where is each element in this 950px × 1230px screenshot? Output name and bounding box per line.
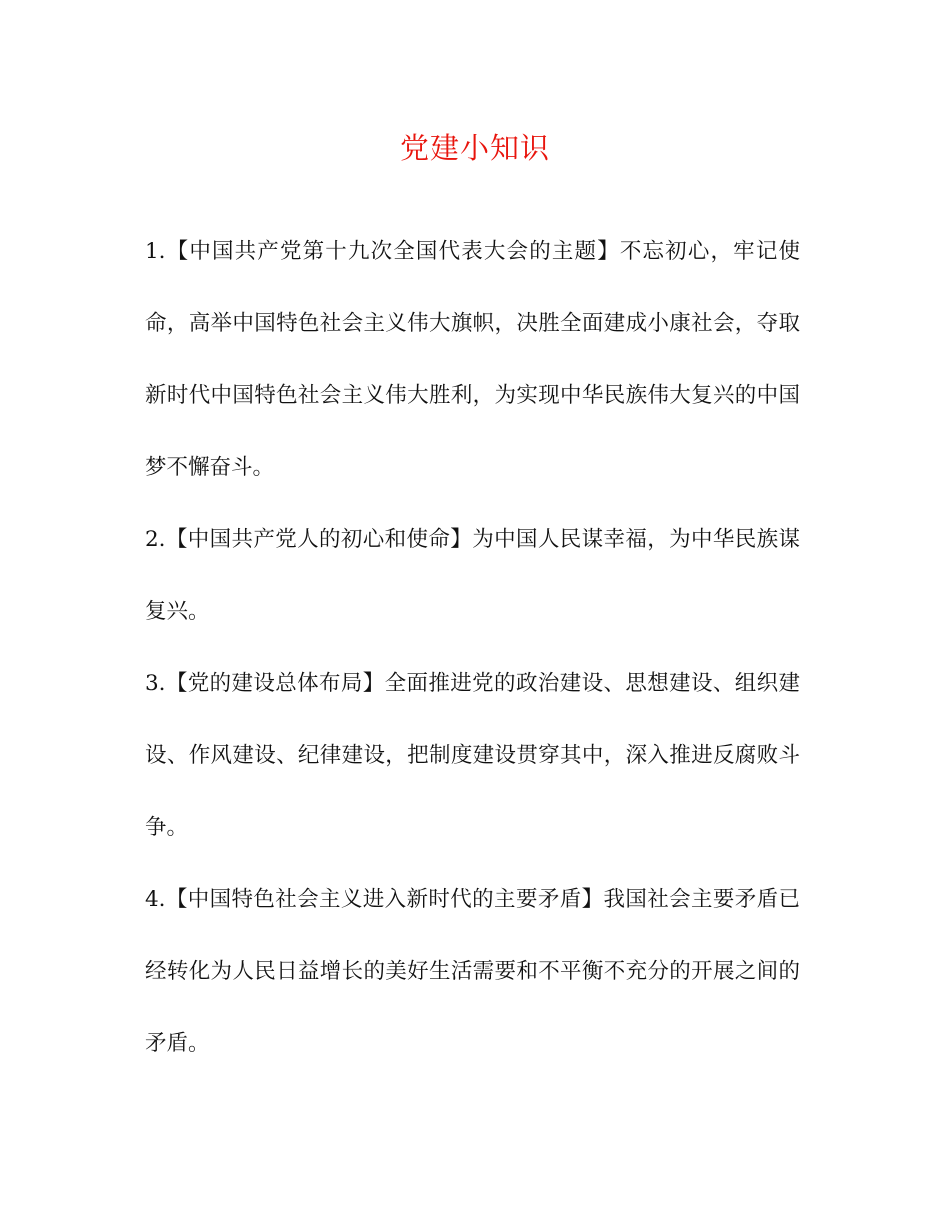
document-body — [145, 216, 800, 1080]
paragraph-number: 3. — [145, 671, 166, 696]
paragraph-4 — [145, 864, 800, 1080]
paragraph-heading: 【党的建设总体布局】 — [165, 671, 385, 696]
paragraph-text: 为中国人民谋幸福，为中华民族谋复兴。 — [145, 527, 800, 624]
paragraph-number: 1. — [145, 239, 166, 264]
paragraph-heading: 【中国共产党第十九次全国代表大会的主题】 — [165, 239, 620, 264]
paragraph-text: 我国社会主要矛盾已经转化为人民日益增长的美好生活需要和不平衡不充分的开展之间的矛盾。 — [145, 887, 800, 1056]
paragraph-number: 4. — [145, 887, 166, 912]
paragraph-heading: 【中国共产党人的初心和使命】 — [165, 527, 473, 552]
paragraph-number: 2. — [145, 527, 166, 552]
paragraph-text: 不忘初心，牢记使命，高举中国特色社会主义伟大旗帜，决胜全面建成小康社会，夺取新时代中国特色社会主义伟大胜利，为实现中华民族伟大复兴的中国梦不懈奋斗。 — [145, 239, 800, 480]
paragraph-1 — [145, 216, 800, 504]
page-title: 党建小知识 — [399, 131, 550, 165]
paragraph-2 — [145, 504, 800, 648]
paragraph-3 — [145, 648, 800, 864]
paragraph-text: 全面推进党的政治建设、思想建设、组织建设、作风建设、纪律建设，把制度建设贯穿其中，深入推进反腐败斗争。 — [145, 671, 800, 840]
paragraph-heading: 【中国特色社会主义进入新时代的主要矛盾】 — [165, 887, 604, 912]
